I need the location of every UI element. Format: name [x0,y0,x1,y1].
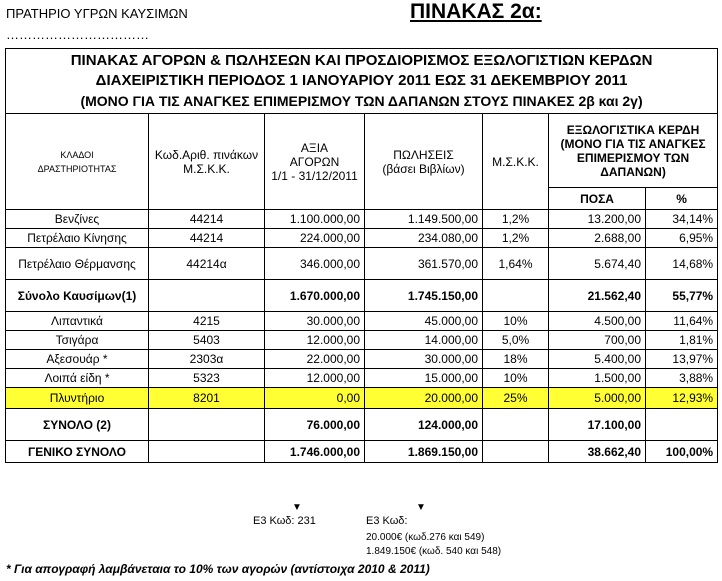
amount-cell: 1.500,00 [549,369,646,388]
purchases-cell: 30.000,00 [265,312,365,331]
purchases-cell: 12.000,00 [265,331,365,350]
percent-cell: 3,88% [646,369,718,388]
purchases-cell: 1.100.000,00 [265,210,365,229]
code-cell: 44214α [149,248,265,280]
header-sales [365,114,483,210]
table-body [6,210,718,463]
amount-cell: 5.000,00 [549,388,646,409]
code-cell: 5323 [149,369,265,388]
header-purchases-l2: ΑΓΟΡΩΝ [289,154,340,169]
header-sales-l1: ΠΩΛΗΣΕΙΣ [393,147,454,162]
percent-cell: 6,95% [646,229,718,248]
purchases-cell: 76.000,00 [265,409,365,441]
sales-e3-note: Ε3 Κωδ: [366,515,408,527]
purchases-cell: 224.000,00 [265,229,365,248]
company-name: ΠΡΑΤΗΡΙΟ ΥΓΡΩΝ ΚΑΥΣΙΜΩΝ [6,6,188,21]
percent-cell: 1,81% [646,331,718,350]
table-row [6,248,718,280]
table-row [6,350,718,369]
table-row [6,409,718,441]
header-purchases-l1: ΑΞΙΑ [300,140,329,155]
table-row [6,369,718,388]
purchases-cell: 1.746.000,00 [265,441,365,463]
arrow-down-icon: ▼ [292,502,302,513]
branch-cell: Πετρέλαιο Θέρμανσης [6,248,149,280]
table-row [6,312,718,331]
msk-cell: 1,64% [483,248,549,280]
footnote: * Για απογραφή λαμβάνεταια το 10% των αγορών (αντίστοιχα 2010 & 2011) [6,562,430,576]
amount-cell: 21.562,40 [549,280,646,312]
code-cell [149,441,265,463]
table-row [6,280,718,312]
purchases-sales-table [5,48,718,463]
table-title-line2: ΔΙΑΧΕΙΡΙΣΤΙΚΗ ΠΕΡΙΟΔΟΣ 1 ΙΑΝΟΥΑΡΙΟΥ 2011 ΕΩΣ 31 ΔΕΚΕΜΒΡΙΟΥ 2011 [95,72,628,89]
amount-cell: 700,00 [549,331,646,350]
sales-cell: 361.570,00 [365,248,483,280]
msk-cell: 25% [483,388,549,409]
sales-cell: 124.000,00 [365,409,483,441]
amount-cell: 4.500,00 [549,312,646,331]
msk-cell: 10% [483,312,549,331]
header-branches-l2: ΔΡΑΣΤΗΡΙΟΤΗΤΑΣ [37,163,117,174]
branch-cell: Πετρέλαιο Κίνησης [6,229,149,248]
sales-cell: 1.869.150,00 [365,441,483,463]
amount-cell: 2.688,00 [549,229,646,248]
branch-cell: Πλυντήριο [6,388,149,409]
amount-cell: 5.400,00 [549,350,646,369]
sales-cell: 14.000,00 [365,331,483,350]
purchases-cell: 22.000,00 [265,350,365,369]
branch-cell: Βενζίνες [6,210,149,229]
header-branches [6,114,149,210]
header-code: Κωδ.Αριθ. πινάκων Μ.Σ.Κ.Κ. [149,114,265,210]
header-branches-l1: ΚΛΑΔΟΙ [60,149,94,160]
msk-cell: 1,2% [483,229,549,248]
amount-cell: 38.662,40 [549,441,646,463]
sales-e3-line2: 1.849.150€ (κωδ. 540 και 548) [366,546,502,557]
branch-cell: Τσιγάρα [6,331,149,350]
sales-e3-line1: 20.000€ (κωδ.276 και 549) [366,532,485,543]
header-profits: ΕΞΩΛΟΓΙΣΤΙΚΑ ΚΕΡΔΗ (ΜΟΝΟ ΓΙΑ ΤΙΣ ΑΝΑΓΚΕΣ ΕΠΙΜΕΡΙΣΜΟΥ ΤΩΝ ΔΑΠΑΝΩΝ) [549,114,718,188]
msk-cell: 10% [483,369,549,388]
table-title-line3: (ΜΟΝΟ ΓΙΑ ΤΙΣ ΑΝΑΓΚΕΣ ΕΠΙΜΕΡΙΣΜΟΥ ΤΩΝ ΔΑΠΑΝΩΝ ΣΤΟΥΣ ΠΙΝΑΚΕΣ 2β και 2γ) [80,93,643,109]
msk-cell: 18% [483,350,549,369]
purchases-cell: 0,00 [265,388,365,409]
sales-cell: 45.000,00 [365,312,483,331]
purchases-cell: 1.670.000,00 [265,280,365,312]
table-row [6,229,718,248]
header-sales-l2: (βάσει Βιβλίων) [382,161,465,176]
branch-cell: Σύνολο Καυσίμων(1) [6,280,149,312]
purchase-e3-note: Ε3 Κωδ: 231 [253,515,316,527]
code-cell: 44214 [149,210,265,229]
branch-cell: Λιπαντικά [6,312,149,331]
header-purchases [265,114,365,210]
code-cell: 8201 [149,388,265,409]
msk-cell: 5,0% [483,331,549,350]
arrow-down-icon: ▼ [416,502,426,513]
table-title [6,49,718,114]
branch-cell: Λοιπά είδη * [6,369,149,388]
sales-cell: 30.000,00 [365,350,483,369]
sales-cell: 1.149.500,00 [365,210,483,229]
percent-cell: 12,93% [646,388,718,409]
amount-cell: 17.100,00 [549,409,646,441]
percent-cell: 55,77% [646,280,718,312]
dotted-line: …………………………… [6,27,149,42]
amount-cell: 13.200,00 [549,210,646,229]
percent-cell: 13,97% [646,350,718,369]
percent-cell: 14,68% [646,248,718,280]
table-row [6,441,718,463]
table-row [6,388,718,409]
percent-cell: 34,14% [646,210,718,229]
percent-cell: 11,64% [646,312,718,331]
purchases-cell: 12.000,00 [265,369,365,388]
header-purchases-l3: 1/1 - 31/12/2011 [271,168,358,183]
table-row [6,331,718,350]
msk-cell [483,441,549,463]
sales-cell: 234.080,00 [365,229,483,248]
code-cell [149,280,265,312]
branch-cell: Αξεσουάρ * [6,350,149,369]
code-cell: 44214 [149,229,265,248]
table-row [6,210,718,229]
page-title: ΠΙΝΑΚΑΣ 2α: [410,0,542,23]
percent-cell: 100,00% [646,441,718,463]
msk-cell [483,409,549,441]
branch-cell: ΣΥΝΟΛΟ (2) [6,409,149,441]
percent-cell [646,409,718,441]
code-cell [149,409,265,441]
header-amount: ΠΟΣΑ [549,188,646,210]
sales-cell: 15.000,00 [365,369,483,388]
amount-cell: 5.674,40 [549,248,646,280]
msk-cell: 1,2% [483,210,549,229]
purchases-cell: 346.000,00 [265,248,365,280]
branch-cell: ΓΕΝΙΚΟ ΣΥΝΟΛΟ [6,441,149,463]
sales-cell: 20.000,00 [365,388,483,409]
table-title-line1: ΠΙΝΑΚΑΣ ΑΓΟΡΩΝ & ΠΩΛΗΣΕΩΝ ΚΑΙ ΠΡΟΣΔΙΟΡΙΣΜΟΣ ΕΞΩΛΟΓΙΣΤΙΩΝ ΚΕΡΔΩΝ [70,52,653,69]
msk-cell [483,280,549,312]
code-cell: 4215 [149,312,265,331]
code-cell: 5403 [149,331,265,350]
code-cell: 2303α [149,350,265,369]
sales-cell: 1.745.150,00 [365,280,483,312]
header-percent: % [646,188,718,210]
header-msk: Μ.Σ.Κ.Κ. [483,114,549,210]
